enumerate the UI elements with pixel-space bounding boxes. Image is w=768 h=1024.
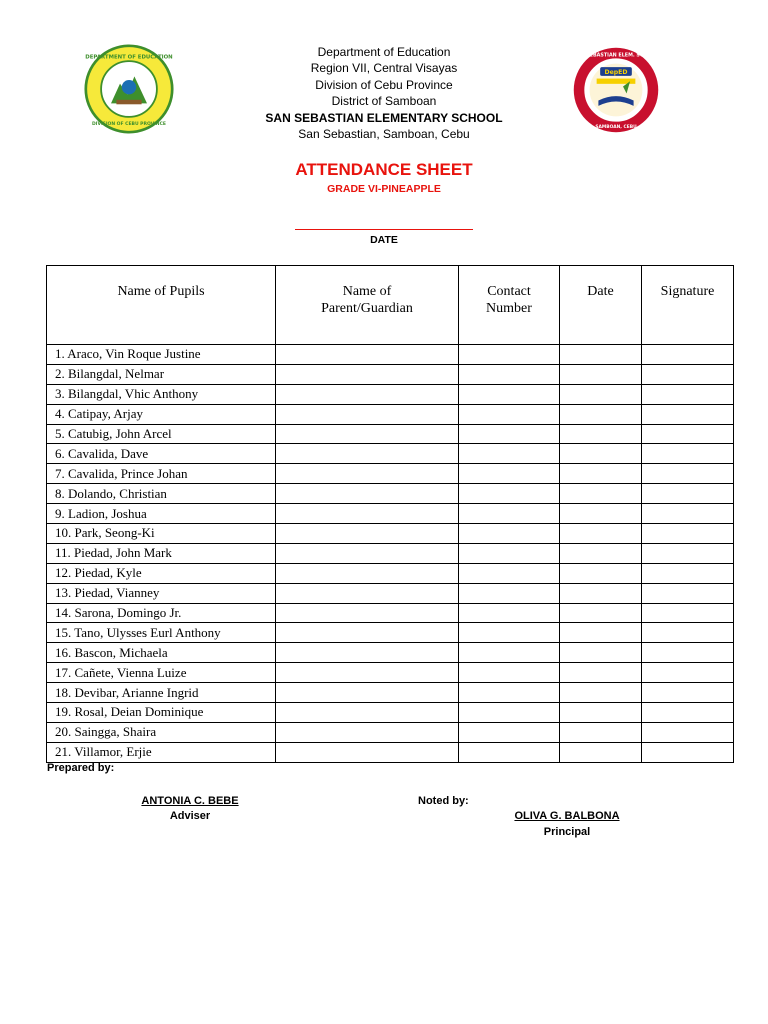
- date-cell[interactable]: [560, 722, 642, 742]
- pupil-name-cell: 21. Villamor, Erjie: [47, 742, 276, 762]
- contact-number-cell[interactable]: [459, 424, 560, 444]
- contact-number-cell[interactable]: [459, 603, 560, 623]
- contact-number-cell[interactable]: [459, 623, 560, 643]
- adviser-title: Adviser: [169, 810, 211, 822]
- parent-guardian-cell[interactable]: [276, 543, 459, 563]
- pupil-name-cell: 1. Araco, Vin Roque Justine: [47, 345, 276, 365]
- table-row: [47, 424, 734, 444]
- pupil-name-cell: 6. Cavalida, Dave: [47, 444, 276, 464]
- prepared-by-label: Prepared by:: [47, 762, 115, 774]
- table-row: [47, 563, 734, 583]
- table-row: [47, 504, 734, 524]
- principal-name: OLIVA G. BALBONA: [514, 810, 620, 822]
- table-row: [47, 464, 734, 484]
- date-cell[interactable]: [560, 384, 642, 404]
- table-header-row: [47, 266, 734, 345]
- parent-guardian-cell[interactable]: [276, 384, 459, 404]
- pupil-name-cell: 20. Saingga, Shaira: [47, 722, 276, 742]
- signature-cell[interactable]: [642, 504, 734, 524]
- signature-cell[interactable]: [642, 484, 734, 504]
- table-row: [47, 543, 734, 563]
- date-cell[interactable]: [560, 524, 642, 544]
- date-cell[interactable]: [560, 742, 642, 762]
- date-cell[interactable]: [560, 444, 642, 464]
- table-row: [47, 722, 734, 742]
- date-cell[interactable]: [560, 543, 642, 563]
- pupil-name-cell: 13. Piedad, Vianney: [47, 583, 276, 603]
- signature-cell[interactable]: [642, 683, 734, 703]
- signature-cell[interactable]: [642, 663, 734, 683]
- signature-cell[interactable]: [642, 722, 734, 742]
- date-cell[interactable]: [560, 424, 642, 444]
- signature-cell[interactable]: [642, 364, 734, 384]
- pupil-name-cell: 9. Ladion, Joshua: [47, 504, 276, 524]
- parent-guardian-cell[interactable]: [276, 504, 459, 524]
- date-cell[interactable]: [560, 563, 642, 583]
- signature-cell[interactable]: [642, 384, 734, 404]
- contact-number-cell[interactable]: [459, 583, 560, 603]
- table-row: [47, 524, 734, 544]
- parent-guardian-cell[interactable]: [276, 524, 459, 544]
- date-cell[interactable]: [560, 623, 642, 643]
- parent-guardian-cell[interactable]: [276, 643, 459, 663]
- table-row: [47, 444, 734, 464]
- principal-title: Principal: [543, 826, 591, 838]
- date-cell[interactable]: [560, 504, 642, 524]
- parent-guardian-cell[interactable]: [276, 722, 459, 742]
- parent-guardian-cell[interactable]: [276, 623, 459, 643]
- noted-by-label: Noted by:: [418, 795, 469, 807]
- date-cell[interactable]: [560, 683, 642, 703]
- table-row: [47, 623, 734, 643]
- parent-guardian-cell[interactable]: [276, 742, 459, 762]
- column-header-contact-number: [459, 266, 560, 345]
- date-cell[interactable]: [560, 643, 642, 663]
- header-department: Department of Education: [317, 45, 451, 59]
- table-row: [47, 364, 734, 384]
- date-cell[interactable]: [560, 364, 642, 384]
- contact-number-cell[interactable]: [459, 384, 560, 404]
- contact-number-cell[interactable]: [459, 504, 560, 524]
- pupil-name-cell: 7. Cavalida, Prince Johan: [47, 464, 276, 484]
- table-row: [47, 484, 734, 504]
- school-seal: [572, 46, 660, 134]
- signature-cell[interactable]: [642, 424, 734, 444]
- adviser-name: ANTONIA C. BEBE: [141, 795, 239, 807]
- column-header-parent-guardian: [276, 266, 459, 345]
- header-address: San Sebastian, Samboan, Cebu: [298, 127, 470, 142]
- header-district: District of Samboan: [331, 94, 437, 109]
- column-header-parent-guardian-text: Name of Parent/Guardian: [321, 284, 413, 316]
- table-body: [47, 345, 734, 763]
- column-header-contact-number-text: Contact Number: [486, 284, 532, 316]
- pupil-name-cell: 15. Tano, Ulysses Eurl Anthony: [47, 623, 276, 643]
- date-cell[interactable]: [560, 345, 642, 365]
- parent-guardian-cell[interactable]: [276, 345, 459, 365]
- parent-guardian-cell[interactable]: [276, 663, 459, 683]
- contact-number-cell[interactable]: [459, 722, 560, 742]
- contact-number-cell[interactable]: [459, 703, 560, 723]
- pupil-name-cell: 2. Bilangdal, Nelmar: [47, 364, 276, 384]
- header-school-name: SAN SEBASTIAN ELEMENTARY SCHOOL: [265, 110, 503, 125]
- pupil-name-cell: 17. Cañete, Vienna Luize: [47, 663, 276, 683]
- table-row: [47, 404, 734, 424]
- pupil-name-cell: 18. Devibar, Arianne Ingrid: [47, 683, 276, 703]
- column-header-name-of-pupils: Name of Pupils: [47, 266, 276, 345]
- page-title: ATTENDANCE SHEET: [295, 160, 473, 179]
- table-row: [47, 683, 734, 703]
- date-cell[interactable]: [560, 464, 642, 484]
- contact-number-cell[interactable]: [459, 364, 560, 384]
- parent-guardian-cell[interactable]: [276, 444, 459, 464]
- table-row: [47, 603, 734, 623]
- parent-guardian-cell[interactable]: [276, 703, 459, 723]
- signature-cell[interactable]: [642, 444, 734, 464]
- signature-cell[interactable]: [642, 543, 734, 563]
- parent-guardian-cell[interactable]: [276, 603, 459, 623]
- signature-cell[interactable]: [642, 404, 734, 424]
- table-row: [47, 703, 734, 723]
- pupil-name-cell: 3. Bilangdal, Vhic Anthony: [47, 384, 276, 404]
- page-subtitle: GRADE VI-PINEAPPLE: [327, 183, 441, 195]
- date-blank-line[interactable]: [295, 229, 473, 230]
- parent-guardian-cell[interactable]: [276, 683, 459, 703]
- parent-guardian-cell[interactable]: [276, 424, 459, 444]
- parent-guardian-cell[interactable]: [276, 583, 459, 603]
- date-cell[interactable]: [560, 663, 642, 683]
- date-cell[interactable]: [560, 603, 642, 623]
- table-row: [47, 663, 734, 683]
- pupil-name-cell: 12. Piedad, Kyle: [47, 563, 276, 583]
- contact-number-cell[interactable]: [459, 444, 560, 464]
- table-row: [47, 742, 734, 762]
- parent-guardian-cell[interactable]: [276, 404, 459, 424]
- pupil-name-cell: 5. Catubig, John Arcel: [47, 424, 276, 444]
- contact-number-cell[interactable]: [459, 524, 560, 544]
- parent-guardian-cell[interactable]: [276, 464, 459, 484]
- table-row: [47, 345, 734, 365]
- date-cell[interactable]: [560, 404, 642, 424]
- header-division: Division of Cebu Province: [315, 77, 453, 92]
- signature-cell[interactable]: [642, 703, 734, 723]
- contact-number-cell[interactable]: [459, 563, 560, 583]
- signature-cell[interactable]: [642, 623, 734, 643]
- pupil-name-cell: 14. Sarona, Domingo Jr.: [47, 603, 276, 623]
- signature-cell[interactable]: [642, 643, 734, 663]
- contact-number-cell[interactable]: [459, 643, 560, 663]
- signature-cell[interactable]: [642, 603, 734, 623]
- attendance-table: [46, 265, 734, 763]
- svg-text:DIVISION OF CEBU PROVINCE: DIVISION OF CEBU PROVINCE: [92, 122, 166, 128]
- contact-number-cell[interactable]: [459, 484, 560, 504]
- date-label: DATE: [370, 234, 398, 246]
- column-header-signature: Signature: [642, 266, 734, 345]
- contact-number-cell[interactable]: [459, 464, 560, 484]
- letterhead: [184, 44, 584, 142]
- contact-number-cell[interactable]: [459, 345, 560, 365]
- date-cell[interactable]: [560, 703, 642, 723]
- signature-cell[interactable]: [642, 345, 734, 365]
- svg-text:SAMBOAN, CEBU: SAMBOAN, CEBU: [595, 124, 637, 130]
- pupil-name-cell: 4. Catipay, Arjay: [47, 404, 276, 424]
- svg-text:SAN SEBASTIAN ELEM. SCHOOL: SAN SEBASTIAN ELEM. SCHOOL: [573, 53, 659, 59]
- signature-cell[interactable]: [642, 524, 734, 544]
- pupil-name-cell: 11. Piedad, John Mark: [47, 543, 276, 563]
- parent-guardian-cell[interactable]: [276, 484, 459, 504]
- table-row: [47, 643, 734, 663]
- contact-number-cell[interactable]: [459, 683, 560, 703]
- svg-text:DepED: DepED: [604, 69, 628, 77]
- contact-number-cell[interactable]: [459, 543, 560, 563]
- pupil-name-cell: 19. Rosal, Deian Dominique: [47, 703, 276, 723]
- svg-text:DEPARTMENT OF EDUCATION: DEPARTMENT OF EDUCATION: [85, 54, 173, 61]
- signature-cell[interactable]: [642, 563, 734, 583]
- pupil-name-cell: 16. Bascon, Michaela: [47, 643, 276, 663]
- date-cell[interactable]: [560, 484, 642, 504]
- header-region: Region VII, Central Visayas: [310, 61, 458, 76]
- contact-number-cell[interactable]: [459, 404, 560, 424]
- parent-guardian-cell[interactable]: [276, 364, 459, 384]
- signature-cell[interactable]: [642, 464, 734, 484]
- table-row: [47, 583, 734, 603]
- date-cell[interactable]: [560, 583, 642, 603]
- column-header-date: Date: [560, 266, 642, 345]
- contact-number-cell[interactable]: [459, 742, 560, 762]
- department-of-education-seal: [84, 44, 174, 134]
- signature-cell[interactable]: [642, 742, 734, 762]
- table-row: [47, 384, 734, 404]
- pupil-name-cell: 8. Dolando, Christian: [47, 484, 276, 504]
- pupil-name-cell: 10. Park, Seong-Ki: [47, 524, 276, 544]
- parent-guardian-cell[interactable]: [276, 563, 459, 583]
- signature-cell[interactable]: [642, 583, 734, 603]
- contact-number-cell[interactable]: [459, 663, 560, 683]
